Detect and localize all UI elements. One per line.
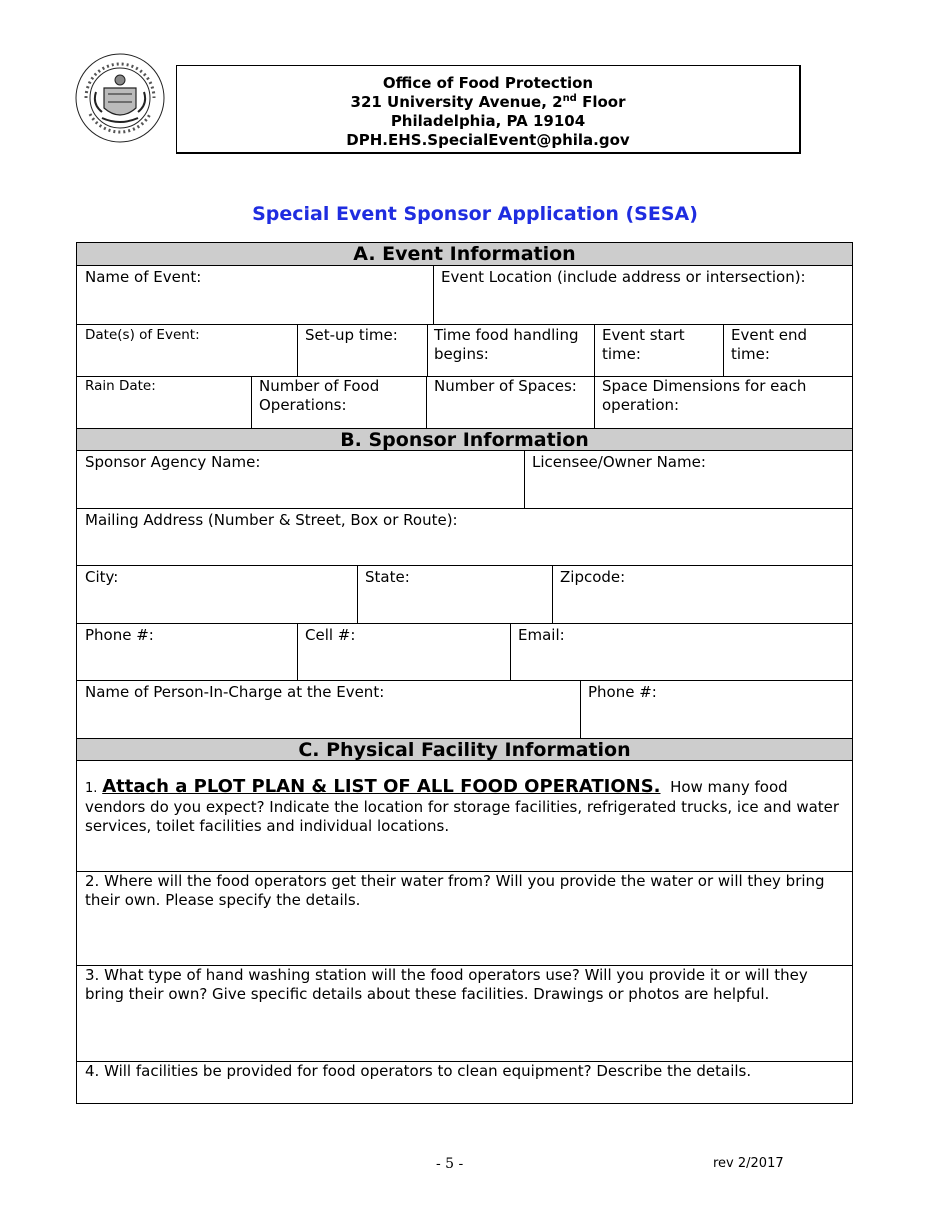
person-in-charge-field[interactable]: Name of Person-In-Charge at the Event: <box>85 683 385 701</box>
food-operations-count-field[interactable]: Number of Food Operations: <box>259 377 380 414</box>
section-c-heading: C. Physical Facility Information <box>77 738 852 761</box>
zipcode-field[interactable]: Zipcode: <box>560 568 626 586</box>
office-email: DPH.EHS.SpecialEvent@phila.gov <box>346 131 630 149</box>
event-name-field[interactable]: Name of Event: <box>85 268 202 286</box>
email-field[interactable]: Email: <box>518 626 565 644</box>
space-dimensions-field[interactable]: Space Dimensions for each operation: <box>602 377 807 414</box>
revision-date: rev 2/2017 <box>713 1156 784 1171</box>
office-address: 321 University Avenue, 2nd Floor <box>350 93 626 111</box>
question-2-water-source[interactable]: 2. Where will the food operators get their water from? Will you provide the water or will they bring their own. Please specify the details. <box>85 872 825 909</box>
question-3-hand-washing[interactable]: 3. What type of hand washing station will the food operators use? Will you provide it or will they bring their own? Give specific details about these facilities. Drawings or photos are helpful. <box>85 966 808 1003</box>
spaces-count-field[interactable]: Number of Spaces: <box>434 377 577 395</box>
rain-date-field[interactable]: Rain Date: <box>85 378 156 394</box>
question-4-equipment-cleaning[interactable]: 4. Will facilities be provided for food operators to clean equipment? Describe the details. <box>85 1062 752 1080</box>
state-field[interactable]: State: <box>365 568 410 586</box>
question-1-plot-plan[interactable]: 1. Attach a PLOT PLAN & LIST OF ALL FOOD OPERATIONS. How many food vendors do you expect? Indicate the location for storage facilities, refrigerated trucks, ice and water services, toilet facilities and individual locations. <box>85 776 840 835</box>
event-location-field[interactable]: Event Location (include address or intersection): <box>441 268 806 286</box>
person-in-charge-phone-field[interactable]: Phone #: <box>588 683 657 701</box>
office-name: Office of Food Protection <box>382 74 594 92</box>
office-city: Philadelphia, PA 19104 <box>390 112 586 130</box>
cell-field[interactable]: Cell #: <box>305 626 356 644</box>
event-start-time-field[interactable]: Event start time: <box>602 326 685 363</box>
section-b-heading: B. Sponsor Information <box>77 428 852 451</box>
page-number: - 5 - <box>436 1156 464 1172</box>
sponsor-agency-field[interactable]: Sponsor Agency Name: <box>85 453 261 471</box>
event-end-time-field[interactable]: Event end time: <box>731 326 807 363</box>
food-handling-time-field[interactable]: Time food handling begins: <box>434 326 579 363</box>
mailing-address-field[interactable]: Mailing Address (Number & Street, Box or Route): <box>85 511 458 529</box>
application-form <box>76 242 853 1104</box>
section-a-heading: A. Event Information <box>77 243 852 266</box>
licensee-owner-field[interactable]: Licensee/Owner Name: <box>532 453 706 471</box>
page-title: Special Event Sponsor Application (SESA) <box>252 203 698 225</box>
setup-time-field[interactable]: Set-up time: <box>305 326 398 344</box>
office-header <box>176 65 801 154</box>
phone-field[interactable]: Phone #: <box>85 626 154 644</box>
city-field[interactable]: City: <box>85 568 119 586</box>
event-dates-field[interactable]: Date(s) of Event: <box>85 327 200 343</box>
city-seal-logo <box>74 52 166 144</box>
